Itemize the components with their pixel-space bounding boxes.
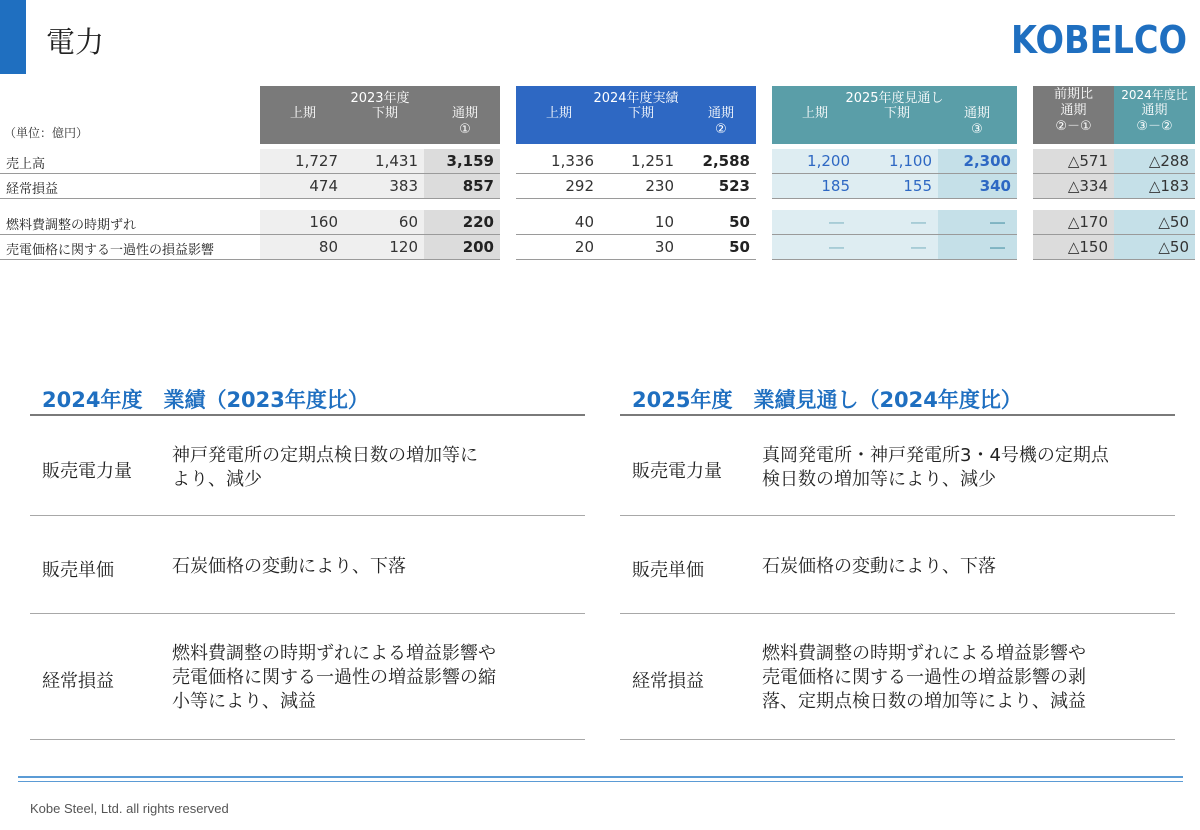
table-cell: ― [938, 235, 1017, 259]
table-cell: 80 [260, 235, 344, 259]
table-cell: △334 [1033, 174, 1114, 198]
right-item-text: 石炭価格の変動により、下落 [762, 556, 996, 577]
table-cell: △50 [1114, 235, 1195, 259]
row-divider [1033, 259, 1195, 260]
table-cell: 292 [565, 177, 594, 195]
right-panel-rule [620, 414, 1175, 416]
right-item-label: 経常損益 [632, 671, 704, 692]
col-prev-label: 前期比 通期 ②－① [1053, 87, 1093, 134]
table-cell: 200 [424, 235, 500, 259]
row-divider [516, 259, 756, 260]
right-item-label: 販売単価 [632, 560, 704, 581]
table-cell: 340 [938, 174, 1017, 198]
header-group-2023 [260, 86, 500, 144]
left-item-text: 石炭価格の変動により、下落 [172, 556, 406, 577]
table-cell: △50 [1114, 210, 1195, 234]
group-label: 2023年度 [350, 91, 410, 106]
table-cell: 1,727 [260, 149, 344, 173]
row-divider [516, 198, 756, 199]
left-item-label: 経常損益 [42, 671, 114, 692]
col-full-year: 通期 ① [451, 106, 478, 137]
row-label: 売電価格に関する一過性の損益影響 [6, 243, 215, 258]
header-group-2024 [516, 86, 756, 144]
row-label: 売上高 [6, 157, 46, 172]
right-item-text: 真岡発電所・神戸発電所3・4号機の定期点 検日数の増加等により、減少 [762, 445, 1109, 490]
right-item-label: 販売電力量 [632, 461, 722, 482]
row-divider [0, 198, 500, 199]
table-cell: 857 [424, 174, 500, 198]
divider [620, 515, 1175, 516]
table-cell: 60 [344, 210, 424, 234]
right-panel-title: 2025年度 業績見通し（2024年度比） [632, 388, 1022, 412]
divider [30, 739, 585, 740]
table-cell: 120 [344, 235, 424, 259]
page-title: 電力 [46, 25, 105, 59]
col-first-half: 上期 [289, 106, 316, 121]
right-item-text: 燃料費調整の時期ずれによる増益影響や 売電価格に関する一過性の増益影響の剥 落、定期点検日数の増加等により、減益 [762, 643, 1086, 712]
table-cell: 220 [424, 210, 500, 234]
table-cell: 185 [772, 174, 856, 198]
table-cell: △571 [1033, 149, 1114, 173]
table-cell: ― [856, 210, 938, 234]
table-cell: 50 [729, 213, 750, 231]
col-first-half: 上期 [801, 106, 828, 121]
table-cell: 523 [718, 177, 750, 195]
col-full-year: 通期 ② [707, 106, 734, 137]
header-vs-2024 [1114, 86, 1195, 144]
table-cell: 50 [729, 238, 750, 256]
divider [30, 613, 585, 614]
table-cell: 40 [574, 213, 594, 231]
row-divider [0, 259, 500, 260]
header-prev-year [1033, 86, 1114, 144]
col-first-half: 上期 [545, 106, 572, 121]
col-second-half: 下期 [883, 106, 910, 121]
table-cell: 10 [654, 213, 674, 231]
divider [620, 613, 1175, 614]
table-cell: ― [938, 210, 1017, 234]
svg-text:KOBELCO: KOBELCO [1011, 18, 1187, 62]
table-cell: 30 [654, 238, 674, 256]
left-item-text: 神戸発電所の定期点検日数の増加等に より、減少 [172, 445, 478, 490]
col-second-half: 下期 [627, 106, 654, 121]
col-second-half: 下期 [371, 106, 398, 121]
unit-label: （単位：億円） [4, 126, 89, 140]
table-cell: 160 [260, 210, 344, 234]
divider [30, 515, 585, 516]
row-divider [772, 198, 1017, 199]
divider [620, 739, 1175, 740]
left-panel-rule [30, 414, 585, 416]
col-cmp-label: 2024年度比 通期 ③－② [1121, 88, 1188, 134]
table-cell: △183 [1114, 174, 1195, 198]
table-cell: 1,336 [551, 152, 594, 170]
table-cell: 1,100 [856, 149, 938, 173]
table-cell: 3,159 [424, 149, 500, 173]
table-cell: 20 [574, 238, 594, 256]
row-divider [772, 259, 1017, 260]
row-label: 燃料費調整の時期ずれ [6, 218, 137, 233]
left-item-label: 販売電力量 [42, 461, 132, 482]
kobelco-logo [1010, 14, 1188, 62]
col-full-year: 通期 ③ [963, 106, 990, 137]
footer-rule [18, 776, 1183, 778]
table-cell: ― [772, 210, 856, 234]
table-cell: 2,300 [938, 149, 1017, 173]
group-label: 2025年度見通し [845, 91, 944, 106]
table-cell: 230 [645, 177, 674, 195]
table-cell: 1,251 [631, 152, 674, 170]
table-cell: △150 [1033, 235, 1114, 259]
table-cell: △170 [1033, 210, 1114, 234]
row-label: 経常損益 [6, 182, 59, 197]
left-item-label: 販売単価 [42, 560, 114, 581]
title-accent-bar [0, 0, 26, 74]
footer-rule-thin [18, 781, 1183, 782]
table-cell: 383 [344, 174, 424, 198]
header-group-2025 [772, 86, 1017, 144]
group-label: 2024年度実績 [593, 91, 679, 106]
left-item-text: 燃料費調整の時期ずれによる増益影響や 売電価格に関する一過性の増益影響の縮 小等により、減益 [172, 643, 496, 712]
table-cell: △288 [1114, 149, 1195, 173]
table-cell: 1,200 [772, 149, 856, 173]
table-cell: ― [772, 235, 856, 259]
table-cell: ― [856, 235, 938, 259]
table-cell: 2,588 [702, 152, 750, 170]
table-cell: 474 [260, 174, 344, 198]
left-panel-title: 2024年度 業績（2023年度比） [42, 388, 369, 412]
table-cell: 155 [856, 174, 938, 198]
table-cell: 1,431 [344, 149, 424, 173]
row-divider [1033, 198, 1195, 199]
copyright-text: Kobe Steel, Ltd. all rights reserved [30, 801, 229, 816]
